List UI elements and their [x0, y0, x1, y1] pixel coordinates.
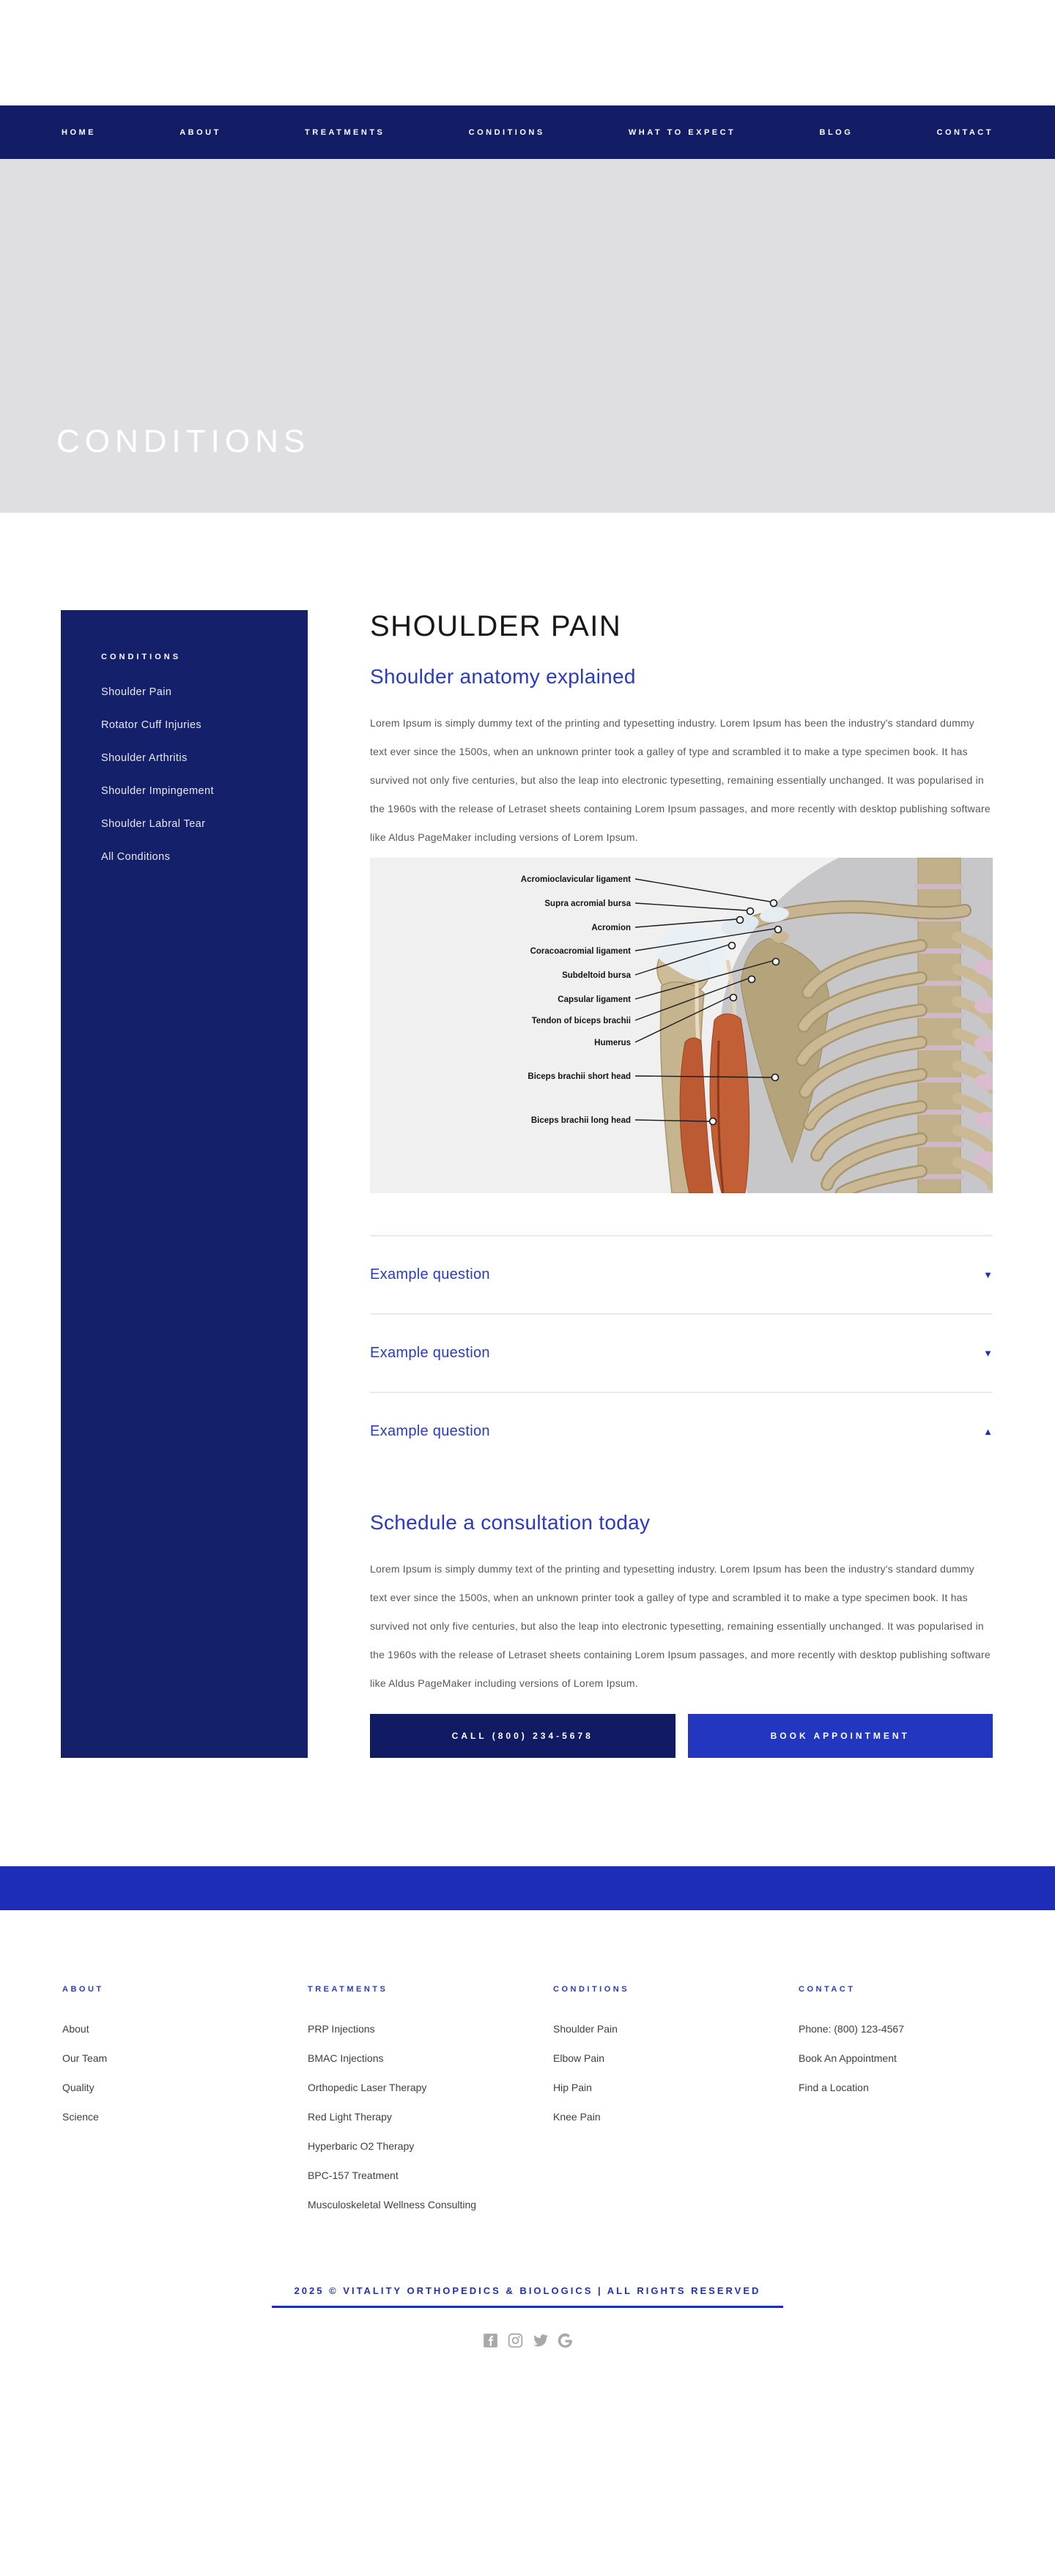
footer-link-prp-injections[interactable]: PRP Injections — [308, 2023, 375, 2035]
call-button[interactable]: CALL (800) 234-5678 — [370, 1714, 675, 1758]
footer — [0, 1910, 1055, 2350]
footer-link-hyperbaric-o2-therapy[interactable]: Hyperbaric O2 Therapy — [308, 2140, 415, 2152]
anatomy-section-heading: Shoulder anatomy explained — [370, 665, 636, 688]
book-appointment-button[interactable]: BOOK APPOINTMENT — [688, 1714, 993, 1758]
footer-link-find-a-location[interactable]: Find a Location — [799, 2082, 869, 2093]
anatomy-label: Biceps brachii long head — [530, 1116, 631, 1125]
footer-col-treatments — [308, 1985, 553, 2228]
conditions-sidebar — [61, 610, 308, 1758]
schedule-section-paragraph: Lorem Ipsum is simply dummy text of the printing and typesetting industry. Lorem Ipsum has been the industry's standard dummy text ever since the 1500s, when an unknown printer took a galley of type and scrambled it to make a type specimen book. It has survived not only five centuries, but also the leap into electronic typesetting, remaining essentially unchanged. It was popularised in the 1960s with the release of Letraset sheets containing Lorem Ipsum passages, and more recently with desktop publishing software like Aldus PageMaker including versions of Lorem Ipsum. — [370, 1563, 991, 1689]
footer-link-knee-pain[interactable]: Knee Pain — [553, 2111, 601, 2123]
facebook-icon[interactable] — [481, 2331, 500, 2350]
anatomy-label: Capsular ligament — [558, 995, 631, 1004]
footer-heading-about: ABOUT — [62, 1985, 104, 1994]
anatomy-label: Acromion — [591, 924, 631, 932]
sidebar-item-all-conditions[interactable]: All Conditions — [101, 851, 171, 863]
anatomy-label: Biceps brachii short head — [528, 1072, 631, 1081]
footer-link-bpc-157-treatment[interactable]: BPC-157 Treatment — [308, 2169, 399, 2181]
google-icon[interactable] — [556, 2331, 574, 2350]
footer-link-shoulder-pain[interactable]: Shoulder Pain — [553, 2023, 618, 2035]
nav-item-what-to-expect[interactable]: WHAT TO EXPECT — [628, 127, 736, 137]
anatomy-label: Coracoacromial ligament — [530, 947, 631, 956]
hero-title: CONDITIONS — [56, 423, 311, 459]
sidebar-item-rotator-cuff-injuries[interactable]: Rotator Cuff Injuries — [101, 719, 202, 731]
cta-buttons — [370, 1714, 993, 1758]
chevron-down-icon[interactable]: ▼ — [983, 1269, 993, 1280]
anatomy-illustration — [370, 858, 993, 1193]
main-nav — [0, 105, 1055, 159]
chevron-up-icon[interactable]: ▲ — [983, 1426, 993, 1437]
chevron-down-icon[interactable]: ▼ — [983, 1348, 993, 1359]
nav-item-home[interactable]: HOME — [62, 127, 96, 137]
sidebar-item-shoulder-pain[interactable]: Shoulder Pain — [101, 686, 172, 698]
nav-item-blog[interactable]: BLOG — [819, 127, 854, 137]
footer-link-orthopedic-laser-therapy[interactable]: Orthopedic Laser Therapy — [308, 2082, 427, 2093]
social-links — [62, 2331, 993, 2350]
copyright-rule — [272, 2306, 783, 2308]
nav-item-treatments[interactable]: TREATMENTS — [305, 127, 385, 137]
copyright-text: 2025 © VITALITY ORTHOPEDICS & BIOLOGICS | ALL RIGHTS RESERVED — [294, 2285, 761, 2296]
main-column — [370, 610, 993, 1758]
footer-link-about[interactable]: About — [62, 2023, 89, 2035]
shoulder-anatomy-diagram — [370, 858, 993, 1193]
content-area — [0, 610, 1055, 1758]
faq-accordion-2[interactable] — [370, 1313, 993, 1392]
footer-link-quality[interactable]: Quality — [62, 2082, 95, 2093]
faq-section — [370, 1235, 993, 1470]
footer-col-about — [62, 1985, 308, 2228]
footer-link-bmac-injections[interactable]: BMAC Injections — [308, 2052, 384, 2064]
footer-link-our-team[interactable]: Our Team — [62, 2052, 108, 2064]
footer-link-book-an-appointment[interactable]: Book An Appointment — [799, 2052, 897, 2064]
footer-link-phone[interactable]: Phone: (800) 123-4567 — [799, 2023, 904, 2035]
footer-col-conditions — [553, 1985, 799, 2228]
anatomy-label: Supra acromial bursa — [544, 899, 631, 908]
anatomy-label: Tendon of biceps brachii — [531, 1017, 631, 1025]
sidebar-heading: CONDITIONS — [101, 653, 182, 661]
footer-link-red-light-therapy[interactable]: Red Light Therapy — [308, 2111, 392, 2123]
footer-heading-treatments: TREATMENTS — [308, 1985, 388, 1994]
nav-item-about[interactable]: ABOUT — [179, 127, 221, 137]
sidebar-item-shoulder-impingement[interactable]: Shoulder Impingement — [101, 785, 214, 797]
instagram-icon[interactable] — [506, 2331, 525, 2350]
faq-question: Example question — [370, 1423, 490, 1439]
hero-banner — [0, 159, 1055, 513]
twitter-icon[interactable] — [531, 2331, 549, 2350]
schedule-section-heading: Schedule a consultation today — [370, 1511, 651, 1534]
faq-question: Example question — [370, 1266, 490, 1283]
top-whitespace — [0, 0, 1055, 105]
anatomy-label: Acromioclavicular ligament — [520, 875, 631, 884]
nav-item-conditions[interactable]: CONDITIONS — [468, 127, 545, 137]
footer-heading-contact: CONTACT — [799, 1985, 856, 1994]
faq-question: Example question — [370, 1345, 490, 1361]
sidebar-item-shoulder-arthritis[interactable]: Shoulder Arthritis — [101, 752, 188, 764]
footer-divider-bar — [0, 1866, 1055, 1910]
faq-accordion-1[interactable] — [370, 1235, 993, 1313]
anatomy-label: Subdeltoid bursa — [562, 971, 631, 980]
footer-heading-conditions: CONDITIONS — [553, 1985, 630, 1994]
nav-item-contact[interactable]: CONTACT — [936, 127, 993, 137]
footer-link-science[interactable]: Science — [62, 2111, 99, 2123]
page-title: SHOULDER PAIN — [370, 610, 622, 642]
sidebar-item-shoulder-labral-tear[interactable]: Shoulder Labral Tear — [101, 818, 206, 830]
footer-col-contact — [799, 1985, 1044, 2228]
footer-link-musculoskeletal-wellness-consulting[interactable]: Musculoskeletal Wellness Consulting — [308, 2199, 477, 2211]
footer-link-hip-pain[interactable]: Hip Pain — [553, 2082, 592, 2093]
anatomy-label: Humerus — [594, 1039, 631, 1047]
footer-link-elbow-pain[interactable]: Elbow Pain — [553, 2052, 605, 2064]
faq-accordion-3[interactable] — [370, 1392, 993, 1470]
anatomy-section-paragraph: Lorem Ipsum is simply dummy text of the printing and typesetting industry. Lorem Ipsum has been the industry's standard dummy text ever since the 1500s, when an unknown printer took a galley of type and scrambled it to make a type specimen book. It has survived not only five centuries, but also the leap into electronic typesetting, remaining essentially unchanged. It was popularised in the 1960s with the release of Letraset sheets containing Lorem Ipsum passages, and more recently with desktop publishing software like Aldus PageMaker including versions of Lorem Ipsum. — [370, 717, 991, 843]
